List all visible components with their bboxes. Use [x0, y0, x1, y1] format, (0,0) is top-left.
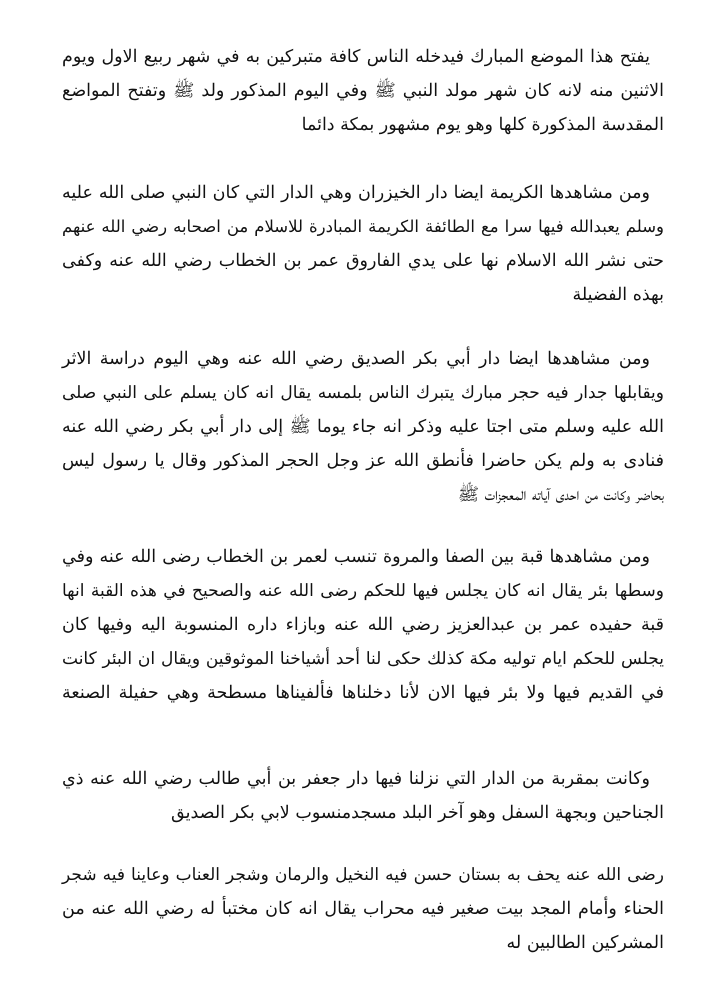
paragraph-3	[62, 342, 664, 512]
text-line: الحناء وأمام المجد بيت صغير فيه محراب يقال انه كان مختبأ له رضي الله عنه من	[62, 899, 664, 919]
text-line: المشركين الطالبين له	[506, 933, 664, 953]
text-line: الجناحين وبجهة السفل وهو آخر البلد مسجدمنسوب لابي بكر الصديق	[171, 803, 664, 823]
text-line: وسطها بئر يقال انه كان يجلس فيها للحكم رضى الله عنه والصحيح في هذه القبة انها	[62, 581, 664, 601]
text-line: ويقابلها جدار فيه حجر مبارك يتبرك الناس بلمسه يقال انه كان يسلم على النبي صلى	[62, 383, 664, 403]
text-line: حتى نشر الله الاسلام نها على يدي الفاروق عمر بن الخطاب رضي الله عنه وكفى	[62, 251, 664, 271]
text-line: الله عليه وسلم متى اجتا عليه وذكر انه جاء يوما ﷺ إلى دار أبي بكر رضي الله عنه	[62, 417, 664, 437]
text-line: ومن مشاهدها ايضا دار أبي بكر الصديق رضي الله عنه وهي اليوم دراسة الاثر	[62, 349, 650, 369]
text-line: ومن مشاهدها قبة بين الصفا والمروة تنسب لعمر بن الخطاب رضى الله عنه وفي	[62, 547, 650, 567]
text-line: المقدسة المذكورة كلها وهو يوم مشهور بمكة دائما	[301, 115, 664, 135]
paragraph-6	[62, 858, 664, 960]
paragraph-4	[62, 540, 664, 710]
paragraph-5	[62, 762, 664, 830]
paragraph-1	[62, 40, 664, 142]
text-line: رضى الله عنه يحف به بستان حسن فيه النخيل والرمان وشجر العناب وعاينا فيه شجر	[62, 865, 664, 885]
text-line: قبة حفيده عمر بن عبدالعزيز رضي الله عنه وبازاء داره المنسوبة اليه وفيها كان	[62, 615, 664, 635]
text-line: بهذه الفضيلة	[572, 285, 664, 305]
text-line: بحاضر وكانت من احدى آياته المعجزات ﷺ	[457, 485, 664, 505]
paragraph-2	[62, 176, 664, 312]
text-line: يفتح هذا الموضع المبارك فيدخله الناس كافة متبركين به في شهر ربيع الاول ويوم	[62, 47, 650, 67]
text-line: الاثنين منه لانه كان شهر مولد النبي ﷺ وفي اليوم المذكور ولد ﷺ وتفتح المواضع	[62, 81, 664, 101]
text-line: يجلس للحكم ايام توليه مكة كذلك حكى لنا أحد أشياخنا الموثوقين ويقال ان البئر كانت	[62, 649, 664, 669]
text-line: في القديم فيها ولا بئر فيها الان لأنا دخلناها فألفيناها مسطحة وهي حفيلة الصنعة	[62, 683, 664, 703]
text-line: ومن مشاهدها الكريمة ايضا دار الخيزران وهي الدار التي كان النبي صلى الله عليه	[62, 183, 650, 203]
text-line: فنادى به ولم يكن حاضرا فأنطق الله عز وجل الحجر المذكور وقال يا رسول ليس	[62, 451, 664, 471]
text-line: وكانت بمقربة من الدار التي نزلنا فيها دار جعفر بن أبي طالب رضي الله عنه ذي	[62, 769, 650, 789]
text-line: وسلم يعبدالله فيها سرا مع الطائفة الكريمة المبادرة للاسلام من اصحابه رضي الله عنهم	[62, 217, 664, 236]
